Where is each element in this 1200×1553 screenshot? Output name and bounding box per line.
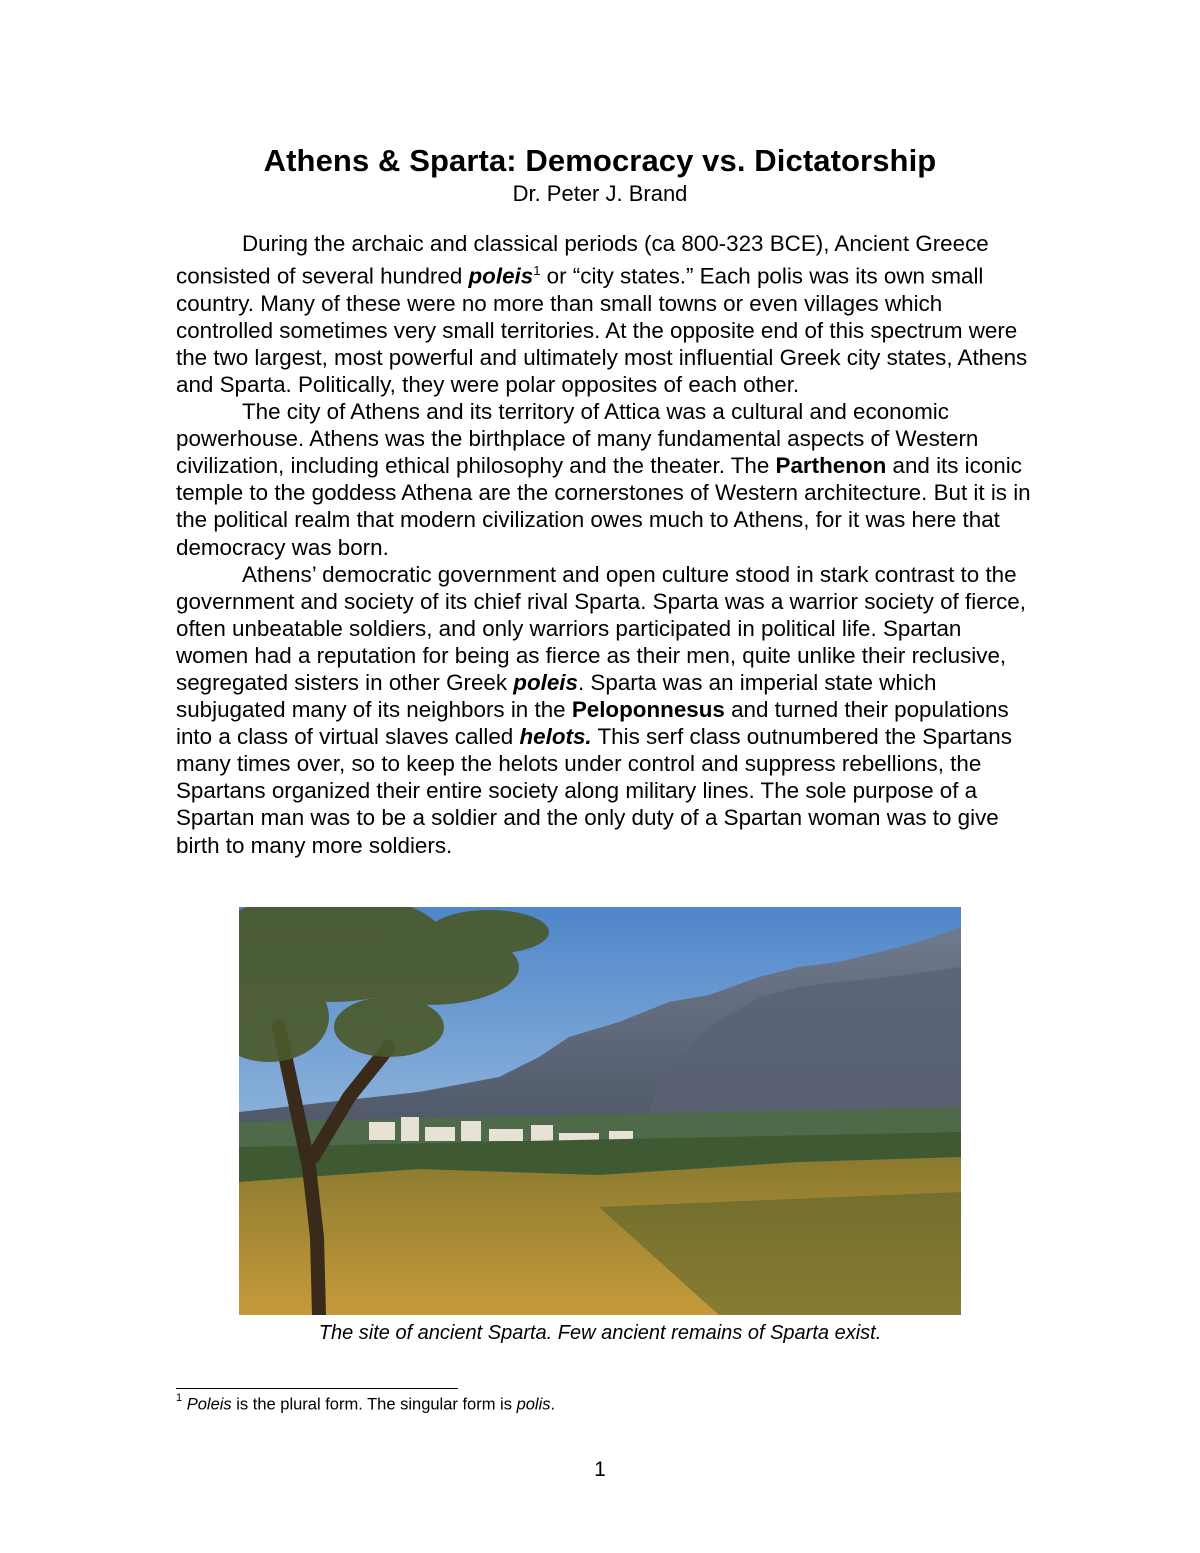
p1-text-b: or “city states.” Each polis was its own small country. Many of these were no more than small towns or even villages which controlled sometimes very small territories. At the opposite end of this spectrum were the two largest, most powerful and ultimately most influential Greek city states, Athens and Sparta. Politically, they were polar opposites of each other. [176,263,1028,397]
term-poleis-2: poleis [513,669,578,695]
p3-text-b: . Sparta was an imperial state which subjugated many of its neighbors in the [176,669,937,723]
p2-text-b: and its iconic temple to the goddess Athena are the cornerstones of Western architecture. But it is in the political realm that modern civilization owes much to Athens, for it was here that democracy was born. [176,453,1031,560]
paragraph-1 [176,230,1036,398]
footnote-term-polis: polis [516,1395,551,1414]
p2-text-a: The city of Athens and its territory of Attica was a cultural and economic powerhouse. Athens was the birthplace of many fundamental aspects of Western civilization, including ethical philosophy and the theater. The [176,399,979,479]
footnote-separator [176,1388,458,1389]
term-parthenon: Parthenon [775,453,887,479]
term-poleis: poleis [468,263,534,289]
footnote-text-a: is the plural form. The singular form is [231,1395,517,1414]
p1-text-a: During the archaic and classical periods (ca 800-323 BCE), Ancient Greece consisted of several hundred [176,231,989,289]
p3-text-c: and turned their populations into a class of virtual slaves called [176,697,1009,750]
page-number: 1 [594,1458,606,1481]
body-text [176,230,1036,859]
term-helots: helots. [519,724,592,750]
document-title: Athens & Sparta: Democracy vs. Dictatorship [263,143,937,178]
term-peloponnesus: Peloponnesus [571,697,725,723]
footnote-term-poleis: Poleis [186,1395,232,1414]
footnote-text-b: . [550,1395,556,1414]
footnote [176,1394,555,1415]
footnote-reference[interactable]: 1 [533,263,541,279]
paragraph-2 [176,398,1036,561]
sparta-landscape-photo [239,907,961,1315]
figure-caption: The site of ancient Sparta. Few ancient remains of Sparta exist. [318,1322,882,1344]
footnote-mark: 1 [176,1392,183,1404]
p3-text-d: This serf class outnumbered the Spartans many times over, so to keep the helots under control and suppress rebellions, the Spartans organized their entire society along military lines. The sole purpose of a Spartan man was to be a soldier and the only duty of a Spartan woman was to give birth to many more soldiers. [176,724,1012,858]
document-author: Dr. Peter J. Brand [512,181,688,206]
paragraph-3 [176,561,1036,859]
p3-text-a: Athens’ democratic government and open culture stood in stark contrast to the government and society of its chief rival Sparta. Sparta was a warrior society of fierce, often unbeatable soldiers, and only warriors participated in political life. Spartan women had a reputation for being as fierce as their men, quite unlike their reclusive, segregated sisters in other Greek [176,561,1026,695]
